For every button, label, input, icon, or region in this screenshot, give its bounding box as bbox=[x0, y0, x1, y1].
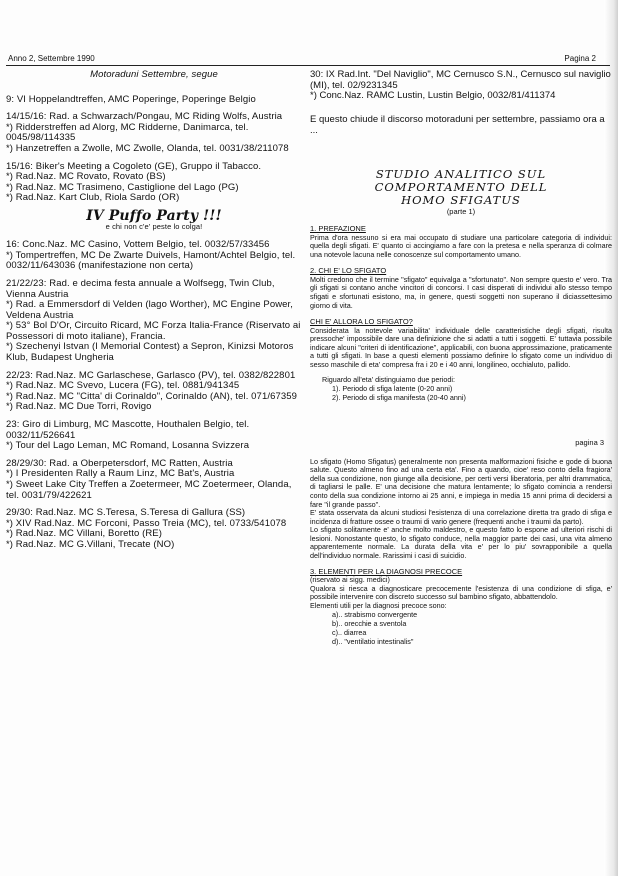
section-4-heading: 3. ELEMENTI PER LA DIAGNOSI PRECOCE bbox=[310, 566, 463, 576]
rally-entry: 16: Conc.Naz. MC Casino, Vottem Belgio, tel. 0032/57/33456 *) Tompertreffen, MC De Zwarte Duivels, Hamont/Achtel Belgio, tel. 0032/11/643036 (manifestazione non certa) bbox=[6, 239, 296, 272]
study-title-line-3: HOMO SFIGATUS bbox=[401, 192, 521, 207]
rally-list-a bbox=[6, 95, 302, 204]
periods-intro: Riguardo all'eta' distinguiamo due periodi: bbox=[322, 374, 456, 384]
section-4-body: Qualora si riesca a diagnosticare precocemente l'esistenza di una condizione di sfiga, e' possibile intervenire con discreto successo sul bambino sfigato, abbattendolo. bbox=[310, 583, 612, 602]
section-2-heading: 2. CHI E' LO SFIGATO bbox=[310, 266, 387, 276]
section-4-list-intro: Elementi utili per la diagnosi precoce sono: bbox=[310, 600, 447, 610]
section-1-body: Prima d'ora nessuno si era mai occupato di studiare una particolare categoria di individui: quella degli sfigati. E' quanto ci accingiamo a fare con la pretesa e nella speranza di colmare una notevole lacuna nelle conoscenze sul comportamento umano. bbox=[310, 232, 612, 259]
rally-entry: 22/23: Rad.Naz. MC Garlaschese, Garlasco (PV), tel. 0382/822801 *) Rad.Naz. MC Svevo, Lucera (FG), tel. 0881/941345 *) Rad.Naz. MC "Citta' di Corinaldo", Corinaldo (AN), tel. 071/67359 *) Rad.Naz. MC Due Torri, Rovigo bbox=[6, 369, 297, 413]
study-title bbox=[310, 168, 612, 207]
rally-entry: 28/29/30: Rad. a Oberpetersdorf, MC Ratten, Austria *) I Presidenten Rally a Raum Linz, MC Bat's, Austria *) Sweet Lake City Treffen a Zoetermeer, MC Zoetermeer, Olanda, tel. 0031/79/422621 bbox=[6, 457, 292, 501]
study-title-line-2: COMPORTAMENTO DELL bbox=[374, 179, 548, 194]
section-1-heading: 1. PREFAZIONE bbox=[310, 224, 366, 234]
page-3-paragraph-1: Lo sfigato (Homo Sfigatus) generalmente non presenta malformazioni fisiche e gode di buona salute. Questo almeno fino ad una certa eta'. Fino a quando, cioe' reso conto della fragiora' della sua condizione, non giunge alla decisione, per certi versi liberatoria, per altri drammatica, di tagliarsi le palle. E' una decisione che matura lentamente; lo sfigato comincia a rendersi conto della sua condizione intorno ai 25 anni, e impiega in media 15 anni prima di decidersi a fare "il grande passo". bbox=[310, 456, 612, 509]
closing-text: E questo chiude il discorso motoraduni per settembre, passiamo ora a ... bbox=[310, 113, 605, 136]
study-title-line-1: STUDIO ANALITICO SUL bbox=[375, 166, 547, 181]
page-3-paragraph-2: E' stata osservata da alcuni studiosi l'esistenza di una correlazione diretta tra grado di sfiga e incidenza di fratture ossee o traumi di vario genere (frequenti anche i traumi da parto). bbox=[310, 508, 612, 526]
diagnosis-item: d).. "ventilatio intestinalis" bbox=[332, 637, 414, 647]
rally-entry: 15/16: Biker's Meeting a Cogoleto (GE), Gruppo il Tabacco. *) Rad.Naz. MC Rovato, Rovato (BS) *) Rad.Naz. MC Trasimeno, Castiglione del Lago (PG) *) Rad.Naz. Kart Club, Riola Sardo (OR) bbox=[6, 160, 262, 204]
rally-entry: 14/15/16: Rad. a Schwarzach/Pongau, MC Riding Wolfs, Austria *) Ridderstreffen ad Alorg, MC Ridderne, Danimarca, tel. 0045/98/114335 *) Hanzetreffen a Zwolle, MC Zwolle, Olanda, tel. 0031/38/211078 bbox=[6, 111, 289, 154]
rally-list-b bbox=[6, 240, 302, 550]
diagnosis-item: b).. orecchie a sventola bbox=[332, 619, 407, 629]
party-title: IV Puffo Party !!! bbox=[86, 207, 222, 224]
section-2-body: Molti credono che il termine "sfigato" equivalga a "sfortunato". Non sempre questo e' vero. Tra gli sfigati si contano anche vincitori di concorsi. I casi disperati di individui allo stesso tempo sfigati e sfortunati esistono, ma, in genere, questi soggetti non superano il diciassettesimo giorno di vita. bbox=[310, 274, 612, 310]
section-4-note: (riservato ai sigg. medici) bbox=[310, 575, 390, 585]
section-heading: Motoraduni Settembre, segue bbox=[90, 69, 218, 80]
party-subtitle: e chi non c'e' peste lo colga! bbox=[105, 221, 203, 231]
rally-entry-30: 30: IX Rad.Int. "Del Naviglio", MC Cernusco S.N., Cernusco sul naviglio (MI), tel. 02/9231345 *) Conc.Naz. RAMC Lustin, Lustin Belgio, 0032/81/411374 bbox=[310, 69, 611, 102]
period-2: 2). Periodo di sfiga manifesta (20-40 anni) bbox=[332, 393, 466, 403]
page-3-label: pagina 3 bbox=[575, 438, 604, 448]
diagnosis-item: c).. diarrea bbox=[332, 628, 367, 638]
diagnosis-item: a).. strabismo convergente bbox=[332, 610, 418, 620]
right-column bbox=[310, 70, 612, 646]
header-rule bbox=[6, 65, 610, 66]
section-3-body: Considerata la notevole variabilita' individuale delle caratteristiche degli sfigati, risulta pressoche' impossibile dare una definizione che si adatti a tutti i soggetti. E' tuttavia possibile indicare alcuni "criteri di identificazione", applicabili, con buona approssimazione, praticamente a tutti gli sfigati. In base a questi elementi possiamo definire lo sfigato come un individuo di sesso maschile di eta' compresa fra i 20 e i 40 anni, longilineo, occhialuto, pallido. bbox=[310, 325, 612, 369]
rally-entry: 9: VI Hoppelandtreffen, AMC Poperinge, Poperinge Belgio bbox=[6, 93, 256, 105]
left-column bbox=[6, 70, 302, 558]
rally-entry: 29/30: Rad.Naz. MC S.Teresa, S.Teresa di Gallura (SS) *) XIV Rad.Naz. MC Forconi, Passo Treia (MC), tel. 0733/541078 *) Rad.Naz. MC Villani, Boretto (RE) *) Rad.Naz. MC G.Villani, Trecate (NO) bbox=[6, 507, 287, 550]
diagnosis-list bbox=[310, 610, 612, 646]
page-number-top: Pagina 2 bbox=[564, 54, 596, 63]
section-3-heading: CHI E' ALLORA LO SFIGATO? bbox=[310, 317, 413, 327]
period-1: 1). Periodo di sfiga latente (0-20 anni) bbox=[332, 384, 453, 394]
rally-entry: 21/22/23: Rad. e decima festa annuale a Wolfsegg, Twin Club, Vienna Austria *) Rad. a Emmersdorf di Velden (lago Worther), MC Engine Power, Veldena Austria *) 53° Bol D'Or, Circuito Ricard, MC Forza Italia-France (Riservato ai Possessori di moto italiane), Francia. *) Szechenyi Istvan (I Memorial Contest) a Sepron, Kinizsi Motoros Klub, Budapest Ungheria bbox=[6, 277, 301, 364]
rally-entry: 23: Giro di Limburg, MC Mascotte, Houthalen Belgio, tel. 0032/11/526641 *) Tour del Lago Leman, MC Romand, Losanna Svizzera bbox=[6, 419, 250, 452]
issue-date: Anno 2, Settembre 1990 bbox=[8, 54, 95, 63]
page-3-paragraph-3: Lo sfigato solitamente e' anche molto maldestro, e questo fatto lo espone ad ulteriori rischi di lesioni. Nonostante questo, lo sfigato conduce, nella maggior parte dei casi, una vita almeno apparentemente normale. La durata della vita e' per lo piu' sovrapponibile a quella dell'individuo normale. Rarissimi i casi di suicidio. bbox=[310, 525, 612, 561]
study-part: (parte 1) bbox=[446, 206, 476, 216]
